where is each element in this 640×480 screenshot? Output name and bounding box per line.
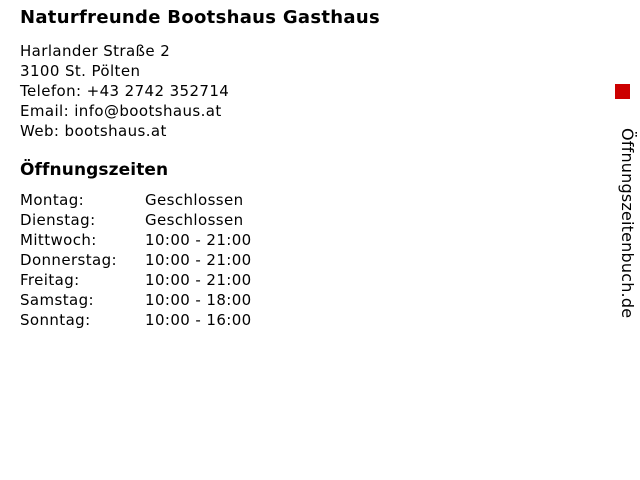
address-line-street: Harlander Straße 2 — [20, 42, 171, 60]
opening-hours-heading: Öffnungszeiten — [20, 160, 169, 180]
business-info-block — [20, 41, 229, 141]
hours-row — [20, 230, 320, 250]
time-value: 10:00 - 16:00 — [145, 311, 252, 329]
hours-row — [20, 270, 320, 290]
hours-row — [20, 190, 320, 210]
day-label: Freitag: — [20, 271, 80, 289]
time-value: 10:00 - 18:00 — [145, 291, 252, 309]
time-value: Geschlossen — [145, 191, 244, 209]
time-value: 10:00 - 21:00 — [145, 251, 252, 269]
day-label: Samstag: — [20, 291, 94, 309]
contact-line-web: Web: bootshaus.at — [20, 122, 167, 140]
hours-row — [20, 210, 320, 230]
business-name: Naturfreunde Bootshaus Gasthaus — [20, 7, 380, 28]
day-label: Sonntag: — [20, 311, 91, 329]
contact-line-email: Email: info@bootshaus.at — [20, 102, 222, 120]
day-label: Dienstag: — [20, 211, 96, 229]
time-value: 10:00 - 21:00 — [145, 231, 252, 249]
contact-line-phone: Telefon: +43 2742 352714 — [20, 82, 230, 100]
time-value: Geschlossen — [145, 211, 244, 229]
hours-row — [20, 290, 320, 310]
brand-logo-square-icon — [615, 84, 630, 99]
address-line-city: 3100 St. Pölten — [20, 62, 141, 80]
day-label: Montag: — [20, 191, 85, 209]
time-value: 10:00 - 21:00 — [145, 271, 252, 289]
opening-hours-list — [20, 190, 320, 330]
day-label: Mittwoch: — [20, 231, 97, 249]
watermark-text: Öffnungszeitenbuch.de — [618, 128, 637, 319]
day-label: Donnerstag: — [20, 251, 118, 269]
hours-row — [20, 250, 320, 270]
hours-row — [20, 310, 320, 330]
